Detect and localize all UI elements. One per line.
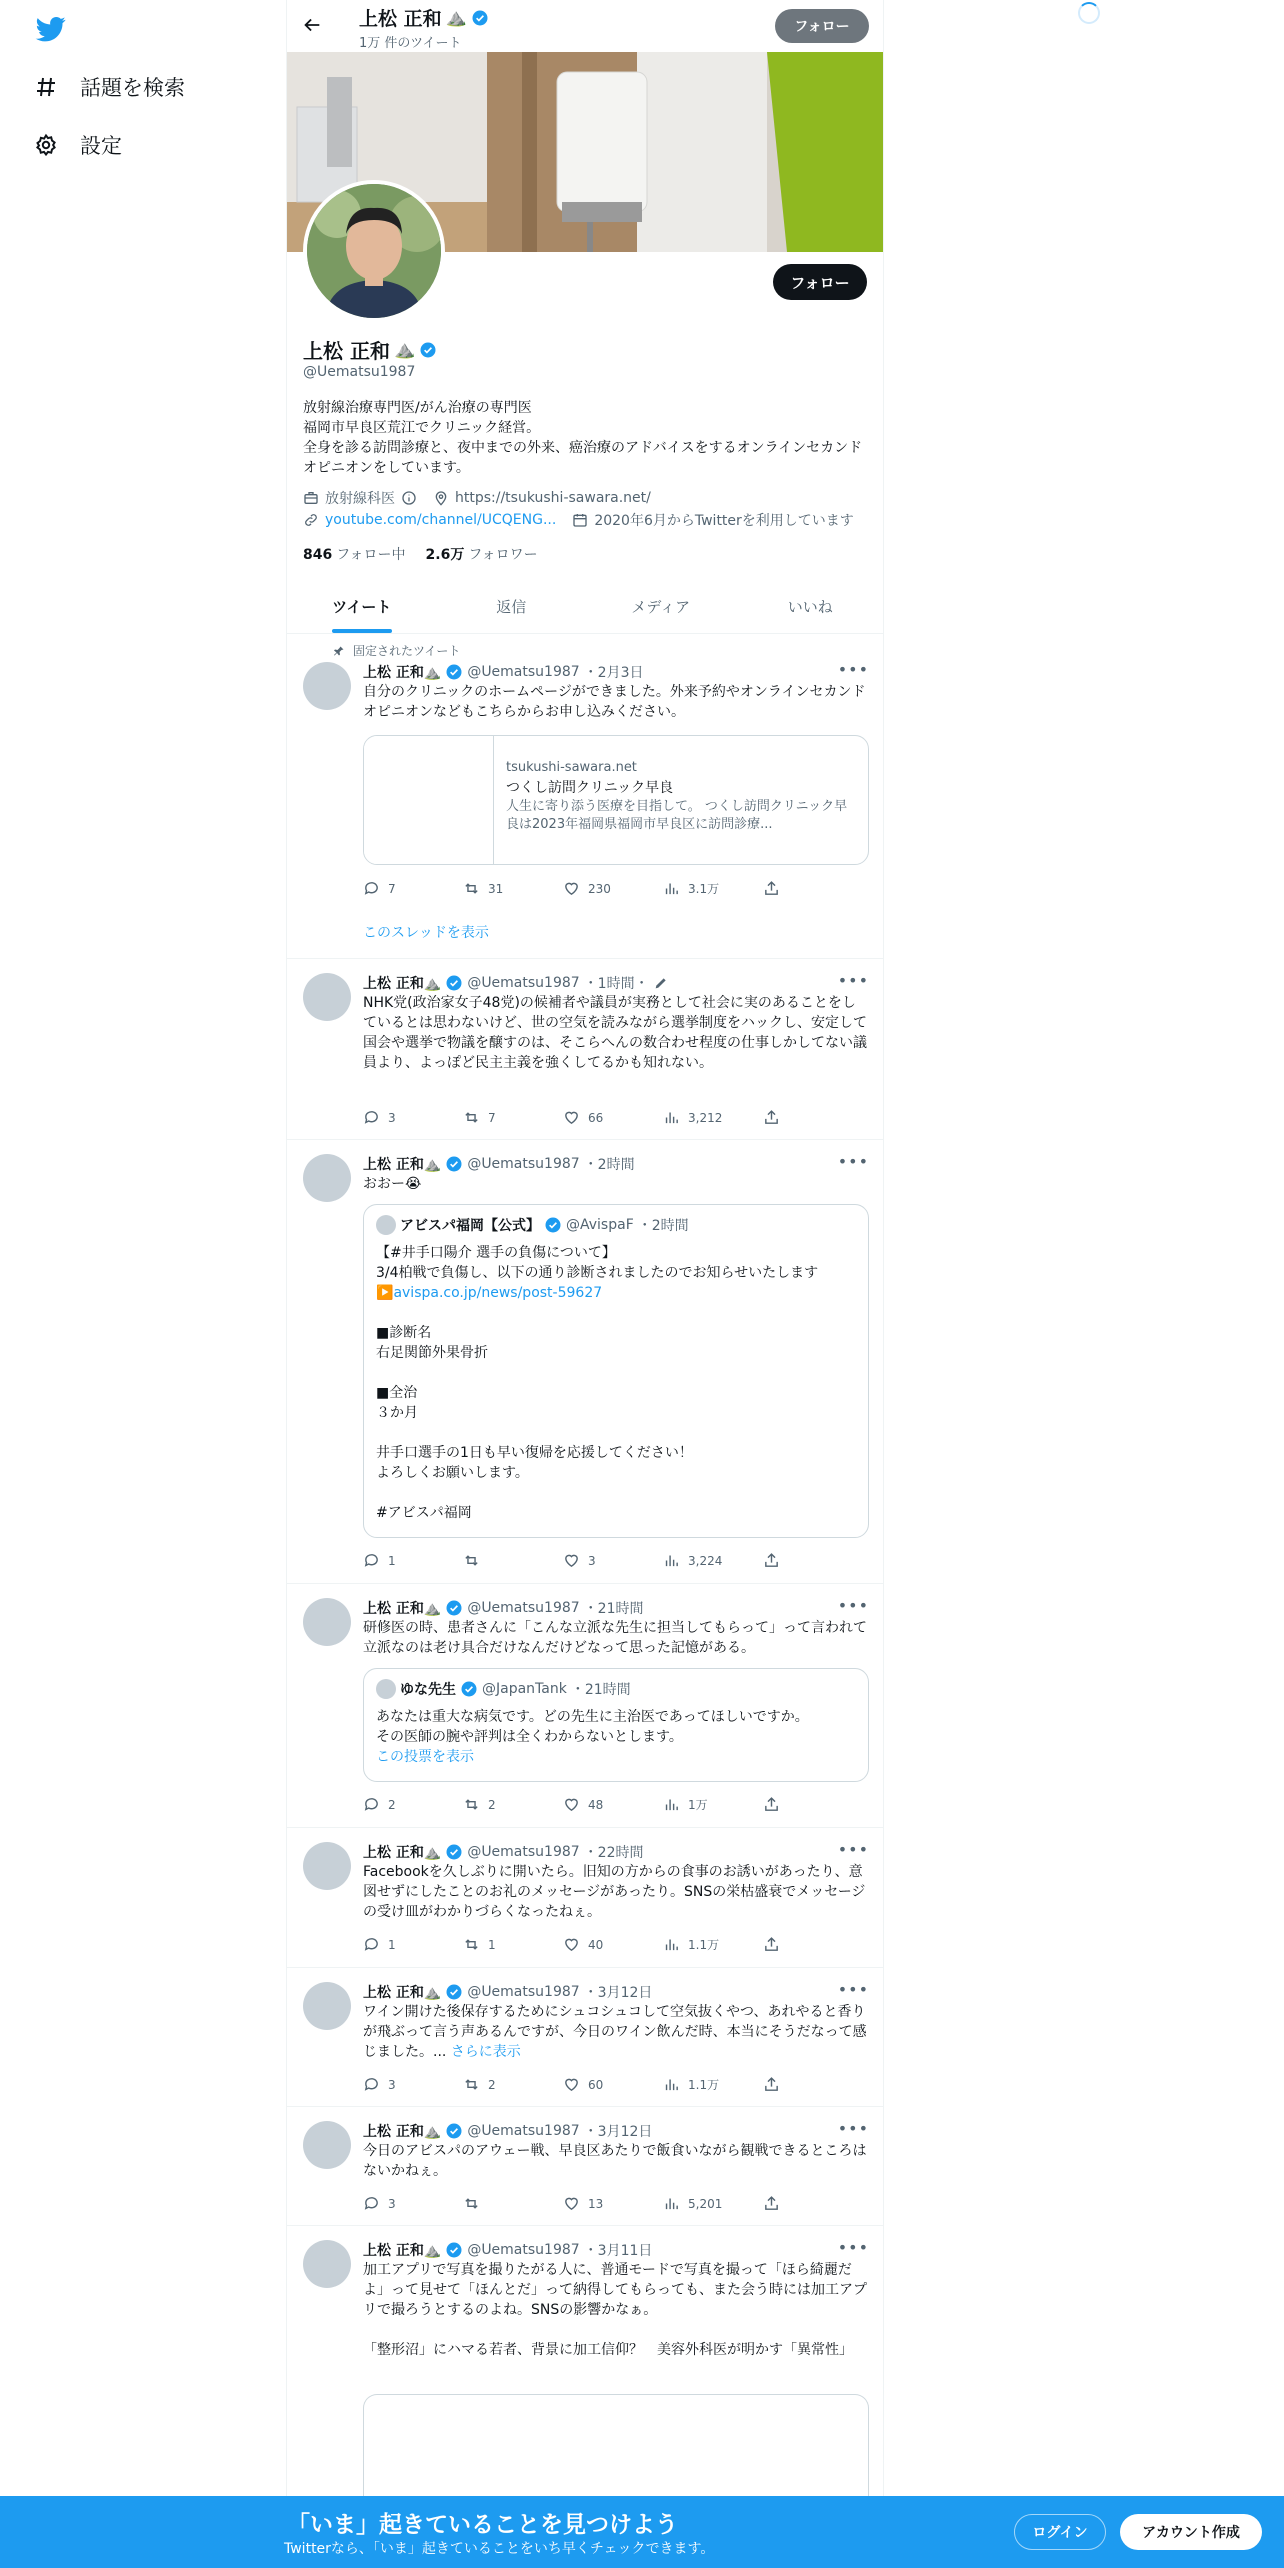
retweet-icon: [463, 2076, 480, 2093]
avatar[interactable]: [303, 1842, 351, 1890]
quoted-timestamp: ・2時間: [637, 1218, 689, 1234]
retweet-button[interactable]: [463, 1936, 563, 1953]
tab-replies[interactable]: 返信: [496, 598, 527, 616]
reply-icon: [363, 880, 380, 897]
tweet-timestamp[interactable]: ・3月12日: [583, 2124, 653, 2140]
profile-name: [303, 335, 437, 364]
login-button[interactable]: ログイン: [1014, 2514, 1106, 2550]
verified-badge-icon: [445, 1843, 463, 1861]
avatar[interactable]: [303, 2121, 351, 2169]
tweet[interactable]: [287, 959, 884, 1140]
tweet-header: [363, 973, 669, 993]
tweet-actions: [363, 880, 783, 897]
retweet-count: 2: [488, 1797, 496, 1812]
verified-badge-icon: [445, 1599, 463, 1617]
reply-icon: [363, 1109, 380, 1126]
reply-button[interactable]: [363, 1552, 463, 1569]
tweet-author-name[interactable]: 上松 正和⛰️: [363, 1845, 442, 1861]
tweet-text: 加工アプリで写真を撮りたがる人に、普通モードで写真を撮って「ほら綺麗だよ」って見せて「ほんとだ」って納得してもらっても、また会う時には加工アプリで撮ろうとするのよね。SNSの影響かなぁ。 「整形沼」にハマる若者、背景に加工信仰？ 美容外科医が明かす「異常性」: [363, 2262, 867, 2358]
verified-badge-icon: [471, 9, 489, 27]
reply-button[interactable]: [363, 1796, 463, 1813]
link-card[interactable]: [363, 735, 869, 865]
share-icon: [763, 2195, 780, 2212]
profile-category: 放射線科医: [325, 491, 395, 507]
share-button[interactable]: [763, 880, 783, 897]
tweet-author-handle[interactable]: @Uematsu1987: [467, 1156, 580, 1172]
tweet-text: NHK党(政治家女子48党)の候補者や議員が実務として社会に実のあることをしているとは思わないけど、世の空気を読みながら選挙制度をハックし、安定して国会や選挙で物議を醸すのは、そこらへんの数合わせ程度の仕事しかしてない議員より、よっぽど民主主義を強くしてるかも知れない。: [363, 995, 867, 1071]
verified-badge-icon: [445, 2241, 463, 2259]
view-count: 3,212: [688, 1110, 723, 1125]
like-button[interactable]: [563, 1936, 663, 1953]
calendar-icon: [572, 512, 588, 528]
quoted-tweet-header: [376, 1679, 631, 1699]
quoted-timestamp: ・21時間: [570, 1682, 631, 1698]
tweet-timestamp[interactable]: ・22時間: [583, 1845, 644, 1861]
link-card-description: 人生に寄り添う医療を目指して。 つくし訪問クリニック早良は2023年福岡県福岡市早良区に訪問診療...: [506, 799, 848, 832]
tab-media[interactable]: メディア: [631, 598, 691, 616]
tweet-header: [363, 2121, 652, 2141]
retweet-icon: [463, 2195, 480, 2212]
more-options-icon[interactable]: •••: [837, 1596, 869, 1615]
analytics-icon: [663, 880, 680, 897]
more-options-icon[interactable]: •••: [837, 971, 869, 990]
more-options-icon[interactable]: •••: [837, 1840, 869, 1859]
analytics-icon: [663, 1552, 680, 1569]
profile-meta-row-2: [303, 510, 854, 530]
share-icon: [763, 1109, 780, 1126]
heart-icon: [563, 1109, 580, 1126]
tweet[interactable]: [287, 1584, 884, 1828]
avatar[interactable]: [303, 1982, 351, 2030]
share-icon: [763, 1552, 780, 1569]
heart-icon: [563, 2076, 580, 2093]
tweet-actions: [363, 2076, 783, 2093]
link-card-title: つくし訪問クリニック早良: [506, 780, 674, 796]
retweet-button[interactable]: [463, 1552, 563, 1569]
tweet-header: [363, 1842, 644, 1862]
quoted-avatar: [376, 1215, 396, 1235]
info-icon[interactable]: [401, 490, 417, 506]
views-button[interactable]: [663, 1936, 763, 1953]
verified-badge-icon: [445, 2122, 463, 2140]
location-pin-icon: [433, 490, 449, 506]
show-poll-link[interactable]: この投票を表示: [376, 1749, 474, 1765]
views-button[interactable]: [663, 2195, 763, 2212]
like-count: 60: [588, 2077, 604, 2092]
twitter-logo-icon[interactable]: [34, 14, 68, 44]
heart-icon: [563, 1936, 580, 1953]
retweet-count: 1: [488, 1937, 496, 1952]
tweet-text: 研修医の時、患者さんに「こんな立派な先生に担当してもらって」って言われて立派なのは老け具合だけなんだけどなって思った記憶がある。: [363, 1620, 867, 1656]
pinned-label: 固定されたツイート: [353, 644, 461, 658]
profile-column: [286, 0, 884, 2568]
link-card-domain: tsukushi-sawara.net: [506, 760, 637, 775]
share-button[interactable]: [763, 2195, 783, 2212]
view-count: 5,201: [688, 2196, 723, 2211]
verified-badge-icon: [445, 663, 463, 681]
more-options-icon[interactable]: •••: [837, 2238, 869, 2257]
quoted-author-name: ゆな先生: [400, 1682, 456, 1698]
reply-count: 3: [388, 2196, 396, 2211]
analytics-icon: [663, 1109, 680, 1126]
share-icon: [763, 880, 780, 897]
retweet-button[interactable]: [463, 2076, 563, 2093]
profile-handle: @Uematsu1987: [303, 364, 416, 380]
tweet[interactable]: [287, 2107, 884, 2226]
tweet-pinned[interactable]: [287, 634, 884, 959]
show-more-link[interactable]: さらに表示: [450, 2044, 521, 2060]
tweet-author-handle[interactable]: @Uematsu1987: [467, 1844, 580, 1860]
tweet-timestamp[interactable]: ・2時間: [583, 1157, 635, 1173]
tweet-text: 自分のクリニックのホームページができました。外来予約やオンラインセカンドオピニオンなどもこちらからお申し込みください。: [363, 684, 866, 720]
avatar[interactable]: [303, 2240, 351, 2288]
tweet-timestamp[interactable]: ・1時間・: [583, 976, 649, 992]
reply-icon: [363, 1552, 380, 1569]
retweet-button[interactable]: [463, 1109, 563, 1126]
share-button[interactable]: [763, 1552, 783, 1569]
verified-badge-icon: [445, 1155, 463, 1173]
signup-banner-title: 「いま」起きていることを見つけよう: [287, 2512, 678, 2538]
profile-name-text: 上松 正和: [303, 339, 390, 363]
tweet-author-name[interactable]: 上松 正和⛰️: [363, 2124, 442, 2140]
avatar[interactable]: [303, 1598, 351, 1646]
nav-settings[interactable]: [34, 130, 122, 160]
analytics-icon: [663, 1796, 680, 1813]
tweet-text: おおー😭: [363, 1176, 422, 1192]
verified-badge-icon: [445, 1983, 463, 2001]
tweet-actions: [363, 1796, 783, 1813]
tweet-timestamp[interactable]: ・2月3日: [583, 665, 644, 681]
mountain-emoji: ⛰️: [393, 339, 416, 360]
tweet-timestamp[interactable]: ・3月11日: [583, 2243, 653, 2259]
tweet-author-name[interactable]: 上松 正和⛰️: [363, 1157, 442, 1173]
more-options-icon[interactable]: •••: [837, 2119, 869, 2138]
tweet-actions: [363, 1552, 783, 1569]
views-button[interactable]: [663, 1552, 763, 1569]
gear-icon: [34, 133, 58, 157]
nav-settings-label: 設定: [80, 134, 122, 158]
retweet-icon: [463, 1109, 480, 1126]
reply-button[interactable]: [363, 2195, 463, 2212]
tweet-author-handle[interactable]: @Uematsu1987: [467, 1600, 580, 1616]
quoted-author-handle: @AvispaF: [566, 1217, 634, 1233]
tweet-text: 今日のアビスパのアウェー戦、早良区あたりで飯食いながら観戦できるところはないかねぇ。: [363, 2143, 867, 2179]
link-icon: [303, 512, 319, 528]
avatar[interactable]: [303, 662, 351, 710]
share-icon: [763, 1936, 780, 1953]
share-button[interactable]: [763, 1796, 783, 1813]
follow-button[interactable]: フォロー: [773, 264, 867, 300]
tweet-author-handle[interactable]: @Uematsu1987: [467, 1984, 580, 2000]
tweet[interactable]: [287, 1140, 884, 1584]
reply-button[interactable]: [363, 1936, 463, 1953]
like-count: 48: [588, 1797, 604, 1812]
tweet-text-body: ワイン開けた後保存するためにシュコシュコして空気抜くやつ、あれやると香りが飛ぶって言う声あるんですが、今日のワイン飲んだ時、本当にそうだなって感じました。...: [363, 2004, 867, 2060]
view-count: 1.1万: [688, 1938, 720, 1952]
retweet-count: 31: [488, 881, 504, 896]
hashtag-icon: [34, 75, 58, 99]
tweet-author-handle[interactable]: @Uematsu1987: [467, 2242, 580, 2258]
heart-icon: [563, 880, 580, 897]
profile-location: https://tsukushi-sawara.net/: [455, 490, 651, 506]
profile-bio: 放射線治療専門医/がん治療の専門医 福岡市早良区荒江でクリニック経営。 全身を診る訪問診療と、夜中までの外来、癌治療のアドバイスをするオンラインセカンドオピニオンをしています。: [303, 400, 863, 476]
like-button[interactable]: [563, 2076, 663, 2093]
share-button[interactable]: [763, 2076, 783, 2093]
tweet-author-name[interactable]: 上松 正和⛰️: [363, 665, 442, 681]
quoted-text-part-a: 【#井手口陽介 選手の負傷について】 3/4柏戦で負傷し、以下の通り診断されましたのでお知らせいたします ▶️: [376, 1245, 819, 1301]
quoted-text: [376, 1243, 856, 1523]
analytics-icon: [663, 1936, 680, 1953]
reply-count: 2: [388, 1797, 396, 1812]
followers-count: 2.6万: [425, 547, 465, 563]
tweet-header: [363, 662, 644, 682]
tweet-text: [363, 2002, 869, 2062]
quoted-author-handle: @JapanTank: [482, 1681, 567, 1697]
tweet-author-handle[interactable]: @Uematsu1987: [467, 975, 580, 991]
quoted-avatar: [376, 1679, 396, 1699]
verified-badge-icon: [445, 974, 463, 992]
left-navigation: [0, 0, 286, 2568]
briefcase-icon: [303, 490, 319, 506]
reply-icon: [363, 1936, 380, 1953]
signup-banner-subtitle: Twitterなら、「いま」起きていることをいち早くチェックできます。: [284, 2541, 715, 2557]
link-card-text: [506, 758, 856, 834]
header-name: [359, 4, 489, 31]
quoted-text-part-b: ■診断名 右足関節外果骨折 ■全治 ３か月 井手口選手の1日も早い復帰を応援してください！ よろしくお願いします。 #アビスパ福岡: [376, 1325, 693, 1521]
like-count: 3: [588, 1553, 596, 1568]
quoted-text: [376, 1707, 856, 1767]
reply-count: 1: [388, 1553, 396, 1568]
tweet-author-handle[interactable]: @Uematsu1987: [467, 664, 580, 680]
tweet-author-name[interactable]: 上松 正和⛰️: [363, 2243, 442, 2259]
tweet-header: [363, 1598, 644, 1618]
reply-count: 3: [388, 1110, 396, 1125]
like-button[interactable]: [563, 1796, 663, 1813]
tweet-header: [363, 1154, 635, 1174]
nav-explore-label: 話題を検索: [80, 76, 185, 100]
following-link[interactable]: [303, 544, 406, 564]
following-label: フォロー中: [336, 547, 406, 563]
verified-badge-icon: [419, 341, 437, 359]
views-button[interactable]: [663, 1109, 763, 1126]
like-button[interactable]: [563, 880, 663, 897]
tweet-actions: [363, 1109, 783, 1126]
tab-likes[interactable]: いいね: [787, 598, 833, 616]
retweet-count: 2: [488, 2077, 496, 2092]
heart-icon: [563, 2195, 580, 2212]
profile-joined: 2020年6月からTwitterを利用しています: [594, 513, 854, 529]
tweet-header: [363, 1982, 652, 2002]
tweet-timestamp[interactable]: ・3月12日: [583, 1985, 653, 2001]
header-follow-button[interactable]: フォロー: [775, 9, 869, 43]
avatar[interactable]: [303, 973, 351, 1021]
more-options-icon[interactable]: •••: [837, 1152, 869, 1171]
pinned-indicator: [333, 642, 460, 659]
retweet-icon: [463, 1796, 480, 1813]
like-button[interactable]: [563, 1552, 663, 1569]
analytics-icon: [663, 2076, 680, 2093]
verified-badge-icon: [460, 1680, 478, 1698]
reply-icon: [363, 2076, 380, 2093]
tweet[interactable]: [287, 1828, 884, 1968]
follow-stats: [303, 544, 538, 564]
retweet-icon: [463, 1552, 480, 1569]
loading-spinner-icon: [1078, 2, 1100, 24]
following-count: 846: [303, 547, 333, 563]
quoted-tweet[interactable]: [363, 1668, 869, 1782]
share-button[interactable]: [763, 1936, 783, 1953]
analytics-icon: [663, 2195, 680, 2212]
share-icon: [763, 2076, 780, 2093]
heart-icon: [563, 1796, 580, 1813]
tweet-author-name[interactable]: 上松 正和⛰️: [363, 1601, 442, 1617]
show-thread-link[interactable]: このスレッドを表示: [363, 925, 489, 941]
like-count: 230: [588, 881, 611, 896]
view-count: 3.1万: [688, 882, 720, 896]
reply-icon: [363, 2195, 380, 2212]
nav-explore[interactable]: [34, 72, 185, 102]
followers-link[interactable]: [426, 544, 538, 564]
views-button[interactable]: [663, 880, 763, 897]
like-button[interactable]: [563, 2195, 663, 2212]
profile-tabs: [287, 580, 884, 634]
quoted-author-name: アビスパ福岡【公式】: [400, 1218, 540, 1234]
edit-pencil-icon[interactable]: [653, 975, 669, 991]
view-count: 1.1万: [688, 2078, 720, 2092]
more-options-icon[interactable]: •••: [837, 1980, 869, 1999]
tweet[interactable]: [287, 1968, 884, 2107]
view-count: 3,224: [688, 1553, 723, 1568]
tweet-author-name[interactable]: 上松 正和⛰️: [363, 1985, 442, 2001]
reply-button[interactable]: [363, 2076, 463, 2093]
back-arrow-icon[interactable]: [301, 14, 323, 36]
pin-icon: [333, 645, 345, 657]
share-icon: [763, 1796, 780, 1813]
profile-meta-row-1: [303, 488, 651, 508]
like-count: 40: [588, 1937, 604, 1952]
retweet-icon: [463, 880, 480, 897]
tweet-author-handle[interactable]: @Uematsu1987: [467, 2123, 580, 2139]
followers-label: フォロワー: [468, 547, 538, 563]
profile-website-link[interactable]: youtube.com/channel/UCQENG...: [325, 512, 557, 528]
quoted-tweet[interactable]: [363, 1204, 869, 1538]
view-count: 1万: [688, 1798, 708, 1812]
views-button[interactable]: [663, 1796, 763, 1813]
tweet-header: [363, 2240, 652, 2260]
retweet-count: 7: [488, 1110, 496, 1125]
tweet-actions: [363, 1936, 783, 1953]
link-card-thumbnail: [364, 736, 494, 864]
tweet-text: Facebookを久しぶりに開いたら。旧知の方からの食事のお誘いがあったり、意図せずにしたことのお礼のメッセージがあったり。SNSの栄枯盛衰でメッセージの受け皿がわかりづらくなったねぇ。: [363, 1864, 866, 1920]
mountain-emoji: ⛰️: [445, 7, 467, 28]
retweet-button[interactable]: [463, 880, 563, 897]
retweet-button[interactable]: [463, 1796, 563, 1813]
like-button[interactable]: [563, 1109, 663, 1126]
avatar[interactable]: [303, 1154, 351, 1202]
reply-count: 7: [388, 881, 396, 896]
verified-badge-icon: [544, 1216, 562, 1234]
reply-count: 3: [388, 2077, 396, 2092]
quoted-text-part-a: あなたは重大な病気です。どの先生に主治医であってほしいですか。 その医師の腕や評判は全くわからないとします。: [376, 1709, 809, 1745]
retweet-button[interactable]: [463, 2195, 563, 2212]
signup-banner: [0, 2496, 1284, 2568]
like-count: 66: [588, 1110, 604, 1125]
profile-avatar[interactable]: [303, 180, 445, 322]
views-button[interactable]: [663, 2076, 763, 2093]
tweet-author-name[interactable]: 上松 正和⛰️: [363, 976, 442, 992]
profile-header-bar: [287, 0, 884, 52]
more-options-icon[interactable]: •••: [837, 660, 869, 679]
create-account-button[interactable]: アカウント作成: [1120, 2514, 1262, 2550]
retweet-icon: [463, 1936, 480, 1953]
tab-tweets[interactable]: ツイート: [287, 580, 437, 633]
quoted-link[interactable]: avispa.co.jp/news/post-59627: [393, 1285, 603, 1301]
header-name-text: 上松 正和: [359, 8, 442, 30]
reply-icon: [363, 1796, 380, 1813]
tweet-timestamp[interactable]: ・21時間: [583, 1601, 644, 1617]
tweet-actions: [363, 2195, 783, 2212]
like-count: 13: [588, 2196, 604, 2211]
share-button[interactable]: [763, 1109, 783, 1126]
reply-button[interactable]: [363, 1109, 463, 1126]
reply-count: 1: [388, 1937, 396, 1952]
tweet-count: 1万 件のツイート: [359, 36, 462, 51]
reply-button[interactable]: [363, 880, 463, 897]
heart-icon: [563, 1552, 580, 1569]
quoted-tweet-header: [376, 1215, 689, 1235]
